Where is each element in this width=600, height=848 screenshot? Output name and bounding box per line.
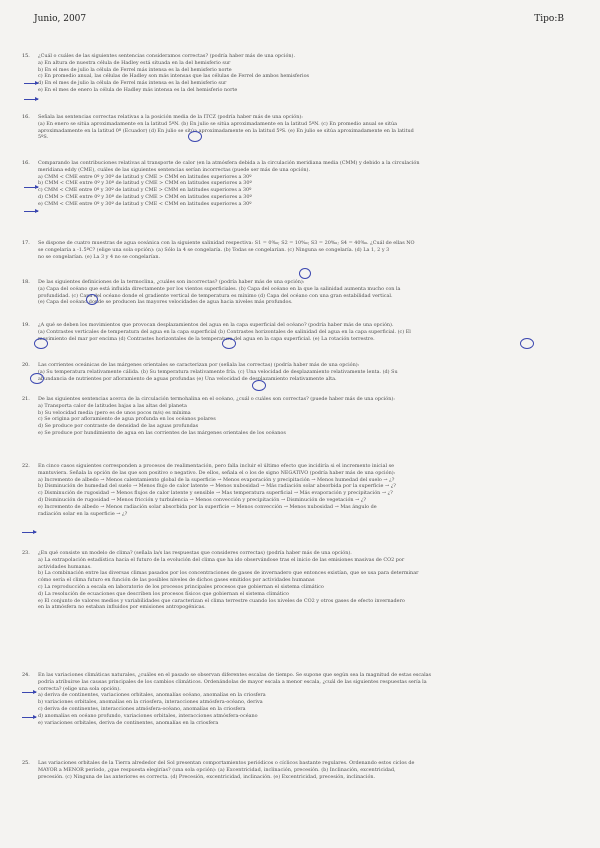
question-text-line	[22, 240, 582, 247]
pen-circle-mark	[34, 338, 48, 349]
question-text: precesión. (c) Ninguna de las anteriores es correcta. (d) Precesión, excentricidad, inclinación. (e) Excentricidad, precesión, inclinación.	[38, 773, 376, 780]
question-block	[22, 362, 582, 382]
answer-option[interactable]: cómo sería el clima futuro en función de las posibles niveles de dichos gases emitidos por actividades humanas	[38, 577, 315, 584]
question-text-line	[22, 362, 582, 369]
question-text-line	[22, 767, 582, 774]
question-text-line	[22, 114, 582, 121]
question-text-line	[22, 369, 582, 376]
pen-circle-mark	[30, 373, 44, 384]
exam-date: Junio, 2007	[34, 14, 87, 24]
question-block	[22, 322, 582, 342]
answer-option[interactable]: a) Transporta calor de latitudes bajas a las altas del planeta	[38, 402, 187, 409]
question-number: 18.	[22, 279, 30, 285]
answer-option[interactable]: d) La resolución de ecuaciones que describen los procesos físicos que gobiernan el sistema climático	[38, 590, 289, 597]
question-text: aproximadamente en la latitud 0º (Ecuador) (d) En julio se sitúa aproximadamente en la latitud 5ºS. (e) En julio se sitúa aproximadamente en la latitud	[38, 127, 414, 134]
answer-option[interactable]: e) variaciones orbitales, deriva de continentes, anomalías en la criosfera	[38, 719, 219, 726]
question-text-line	[22, 550, 582, 557]
question-text: abundancia de nutrientes por afloramiento de aguas profundas (e) Una velocidad de desplazamiento relativamente alta.	[38, 375, 337, 382]
question-number: 25.	[22, 760, 30, 766]
answer-option[interactable]: a) CMM < CME entre 0º y 30º de latitud y CME > CMM en latitudes superiores a 30º	[38, 173, 252, 180]
answer-option[interactable]: a) En altura de nuestra célula de Hadley está situada en la del hemisferio sur	[38, 59, 231, 66]
question-text-line	[22, 53, 582, 60]
answer-option[interactable]: b) Disminución de humedad del suelo → Menos flujo de calor latente → Menos nubosidad → Más radiación solar absorbida por la superficie → ¿?	[38, 483, 396, 490]
question-text-line	[22, 396, 582, 403]
question-block	[22, 760, 582, 780]
question-text-line	[22, 774, 582, 781]
question-text: (a) Su temperatura relativamente cálida. (b) Su temperatura relativamente fría. (c) Una velocidad de desplazamiento relativamente lenta. (d) Su	[38, 368, 398, 375]
question-number: 22.	[22, 463, 30, 469]
question-text-line	[22, 686, 582, 693]
question-text-line	[22, 134, 582, 141]
answer-option[interactable]: b) variaciones orbitales, anomalías en la criosfera, interacciones atmósfera-océano, deriva	[38, 699, 263, 706]
question-number: 15.	[22, 53, 30, 59]
answer-option[interactable]: e) Incremento de albedo → Menos radiación solar absorbida por la superficie → Menos convección → Menos nubosidad → Mas ángulo de	[38, 503, 377, 510]
answer-option[interactable]: d) Disminución de rugosidad → Menos fricción y turbulencia → Menos convección y precipitación → Disminución de vegetación → ¿?	[38, 496, 367, 503]
answer-option[interactable]: d) Se produce por contraste de densidad de las aguas profundas	[38, 423, 199, 430]
pen-arrow-mark	[24, 211, 38, 212]
answer-option[interactable]: c) deriva de continentes, interacciones atmósfera-océano, anomalías en la criosfera	[38, 705, 246, 712]
question-text: (e) Capa del océano donde se producen las mayores velocidades de agua hacia niveles más profundos.	[38, 299, 293, 306]
answer-option[interactable]: b) CMM < CME entre 0º y 30º de latitud y CME > CMM en latitudes superiores a 30º	[38, 180, 252, 187]
question-text: Se dispone de cuatro muestras de agua oceánica con la siguiente salinidad respectiva: S1 = 0‰; S2 = 10‰; S3 = 20‰; S4 = 40‰. ¿Cuál de ellas NO	[38, 240, 415, 246]
question-number: 20.	[22, 362, 30, 368]
question-text: De las siguientes sentencias acerca de la circulación termohalina en el océano, ¿cuál o cuáles son correctas? (puede haber más de una opción):	[38, 396, 395, 402]
pen-arrow-mark	[24, 99, 38, 100]
question-number: 21.	[22, 396, 30, 402]
question-number: 19.	[22, 322, 30, 328]
question-text-line	[22, 760, 582, 767]
pen-arrow-mark	[22, 532, 36, 533]
answer-option[interactable]: b) Su velocidad media (pero es de unos pocos m/s) es mínima	[38, 409, 191, 416]
question-text: En las variaciones climáticas naturales, ¿cuáles en el pasado se observan diferentes escalas de tiempo. Se supone que según sea la magnitud de estas escalas	[38, 672, 432, 678]
question-number: 24.	[22, 672, 30, 678]
question-text: meridiana eddy (CME), cuáles de las siguientes sentencias serían incorrectas (puede ser más de una opción).	[38, 166, 311, 173]
question-text: mantuviera. Señala la opción de las que son positivo o negativo. De ellos, señala el o los de signo NEGATIVO (podría haber más de una opción):	[38, 469, 396, 476]
pen-arrow-mark	[22, 717, 36, 718]
question-text-line	[22, 293, 582, 300]
question-text: podría atribuirse las causas principales de los cambios climáticos. Ordenándolas de mayor escala a menor escala, ¿cuál de las siguientes respuestas sería la	[38, 678, 427, 685]
question-block	[22, 114, 582, 141]
question-text: correcta? (elige una sola opción).	[38, 685, 121, 692]
question-text: Señala las sentencias correctas relativas a la posición media de la ITCZ (podría haber más de una opción):	[38, 114, 303, 120]
question-number: 16.	[22, 114, 30, 120]
answer-option[interactable]: b) La combinación entre las diversas climas pasados por los concentraciones de gases de invernadero que entonces existían, que se usa para determinar	[38, 570, 419, 577]
answer-option[interactable]: e) Se produce por hundimiento de agua en las corrientes de las márgenes orientales de los océanos	[38, 429, 286, 436]
answer-option[interactable]: d) anomalías en océano profundo, variaciones orbitales, interacciones atmósfera-océano	[38, 712, 258, 719]
answer-option[interactable]: d) En el mes de julio la célula de Ferrel más intensa es la del hemisferio sur	[38, 80, 227, 87]
question-text: ¿A qué se deben los movimientos que provocan desplazamientos del agua en la capa superficial del océano? (podría haber más de una opción).	[38, 322, 394, 328]
question-text-line	[22, 286, 582, 293]
exam-type: Tipo:B	[534, 14, 564, 24]
question-text-line	[22, 254, 582, 261]
pen-arrow-mark	[24, 83, 38, 84]
question-number: 17.	[22, 240, 30, 246]
question-text-line	[22, 121, 582, 128]
answer-option[interactable]: actividades humanas.	[38, 563, 92, 570]
question-text: 5ºS.	[38, 134, 49, 141]
question-text: no se congelarían. (e) La 3 y 4 no se congelarían.	[38, 253, 161, 260]
question-block	[22, 53, 582, 94]
answer-option[interactable]: a) deriva de continentes, variaciones orbitales, anomalías océano, anomalías en la criosfera	[38, 692, 266, 699]
question-text-line	[22, 672, 582, 679]
answer-option[interactable]: c) Se origina por afloramiento de agua profunda en los océanos polares	[38, 416, 216, 423]
pen-circle-mark	[299, 268, 311, 279]
answer-option[interactable]: e) CMM < CME entre 0º y 30º de latitud y CME < CMM en latitudes superiores a 30º	[38, 200, 252, 207]
question-text-line	[22, 167, 582, 174]
question-text-line	[22, 247, 582, 254]
question-number: 16.	[22, 160, 30, 166]
question-text: profundidad. (c) Capa del océano donde el gradiente vertical de temperatura es mínimo (d) Capa del océano con una gran estabilidad vertical.	[38, 292, 393, 299]
question-text: ¿En qué consiste un modelo de clima? (señala la/s las respuestas que consideres correctas) (podría haber más de una opción).	[38, 550, 352, 556]
pen-arrow-mark	[24, 187, 38, 188]
answer-option[interactable]: c) Disminución de rugosidad → Menos flujos de calor latente y sensible → Mas temperatura superficial → Más evaporación y precipitación → ¿?	[38, 490, 393, 497]
answer-option[interactable]: e) El conjunto de valores medios y variabilidades que caracterizan el clima terrestre cuando los niveles de CO2 y otros gases de efecto invernadero	[38, 597, 405, 604]
answer-option[interactable]: a) Incremento de albedo → Menos calentamiento global de la superficie → Menos evaporación y precipitación → Menos humedad del suelo → ¿?	[38, 476, 395, 483]
question-block	[22, 396, 582, 437]
question-text: En cinco casos siguientes corresponden a procesos de realimentación, pero falla incluir el último efecto que incidiría si el incremento inicial se	[38, 463, 395, 469]
question-text: De las siguientes definiciones de la termoclina, ¿cuáles son incorrectas? (podría haber más de una opción):	[38, 279, 305, 285]
answer-option[interactable]: d) CMM > CME entre 0º y 30º de latitud y CME > CMM en latitudes superiores a 30º	[38, 193, 252, 200]
pen-circle-mark	[188, 131, 202, 142]
question-text-line	[22, 336, 582, 343]
question-text-line	[22, 329, 582, 336]
question-text-line	[22, 160, 582, 167]
answer-option[interactable]: radiación solar en la superficie → ¿?	[38, 510, 128, 517]
question-block	[22, 463, 582, 517]
answer-option[interactable]: c) CMM < CME entre 0º y 30º de latitud y CME > CMM en latitudes superiores a 30º	[38, 187, 252, 194]
question-text: (a) Capa del océano que está influida directamente por los vientos superficiales. (b) Capa del océano en la que la salinidad aumenta mucho con la	[38, 285, 401, 292]
question-text-line	[22, 376, 582, 383]
question-text-line	[22, 128, 582, 135]
question-block	[22, 240, 582, 260]
question-block	[22, 550, 582, 611]
question-text: ¿Cuál o cuáles de las siguientes sentencias consideramos correctas? (podría haber más de una opción).	[38, 53, 295, 59]
question-text: (a) En enero se sitúa aproximadamente en la latitud 5ºN. (b) En julio se sitúa aproximadamente en la latitud 5ºN. (c) En promedio anual se sitúa	[38, 120, 398, 127]
question-block	[22, 279, 582, 306]
question-text-line	[22, 470, 582, 477]
answer-option[interactable]: e) En el mes de enero la célula de Hadley más intensa es la del hemisferio norte	[38, 86, 238, 93]
question-text-line	[22, 679, 582, 686]
question-text: se congelaría a -1.5ºC? (elige una sola opción): (a) Sólo la 4 se congelaría. (b) Todas se congelarían. (c) Ninguna se congelaría. (d) La 1, 2 y 3	[38, 246, 390, 253]
answer-option[interactable]: c) La reproducción a escala en laboratorio de los procesos principales procesos que gobiernan el sistema climático	[38, 583, 324, 590]
answer-option[interactable]: en la atmósfera no estaban influidos por emisiones antropogénicas.	[38, 604, 206, 611]
question-text: Las variaciones orbitales de la Tierra alrededor del Sol presentan comportamientos periódicos o cíclicos bastante regulares. Ordenando estos ciclos de	[38, 760, 415, 766]
question-text-line	[22, 322, 582, 329]
question-text: (a) Contrastes verticales de temperatura del agua en la capa superficial (b) Contrastes horizontales de salinidad del agua en la capa superficial. (c) El	[38, 328, 411, 335]
question-text-line	[22, 463, 582, 470]
question-text-line	[22, 279, 582, 286]
pen-circle-mark	[520, 338, 534, 349]
question-text-line	[22, 299, 582, 306]
answer-option[interactable]: a) La extrapolación estadística hacia el futuro de la evolución del clima que ha ido observándose tras el inicio de las emisiones masivas de CO2 por	[38, 556, 405, 563]
question-text: MAYOR a MENOR período, ¿que respuesta elegirías? (una sola opción): (a) Excentricidad, inclinación, precesión. (b) Inclinación, excentricidad,	[38, 766, 396, 773]
question-block	[22, 672, 582, 726]
pen-circle-mark	[252, 380, 266, 391]
answer-option[interactable]: c) En promedio anual, las células de Hadley son más intensas que las células de Ferrel de ambos hemisferios	[38, 73, 310, 80]
question-text: movimiento del mar por encima (d) Contrastes horizontales de la temperatura del agua en la capa superficial. (e) La rotación terrestre.	[38, 335, 375, 342]
question-block	[22, 160, 582, 208]
question-text: Las corrientes oceánicas de las márgenes orientales se caracterizan por (señala las correctas) (podría haber más de una opción):	[38, 362, 360, 368]
question-number: 23.	[22, 550, 30, 556]
pen-circle-mark	[86, 294, 98, 305]
pen-circle-mark	[222, 338, 236, 349]
pen-arrow-mark	[22, 692, 36, 693]
question-text: Comparando las contribuciones relativas al transporte de calor (en la atmósfera debida a la circulación meridiana media (CMM) y debido a la circulación	[38, 160, 420, 166]
answer-option[interactable]: b) En el mes de julio la célula de Ferrel más intensa es la del hemisferio norte	[38, 66, 232, 73]
